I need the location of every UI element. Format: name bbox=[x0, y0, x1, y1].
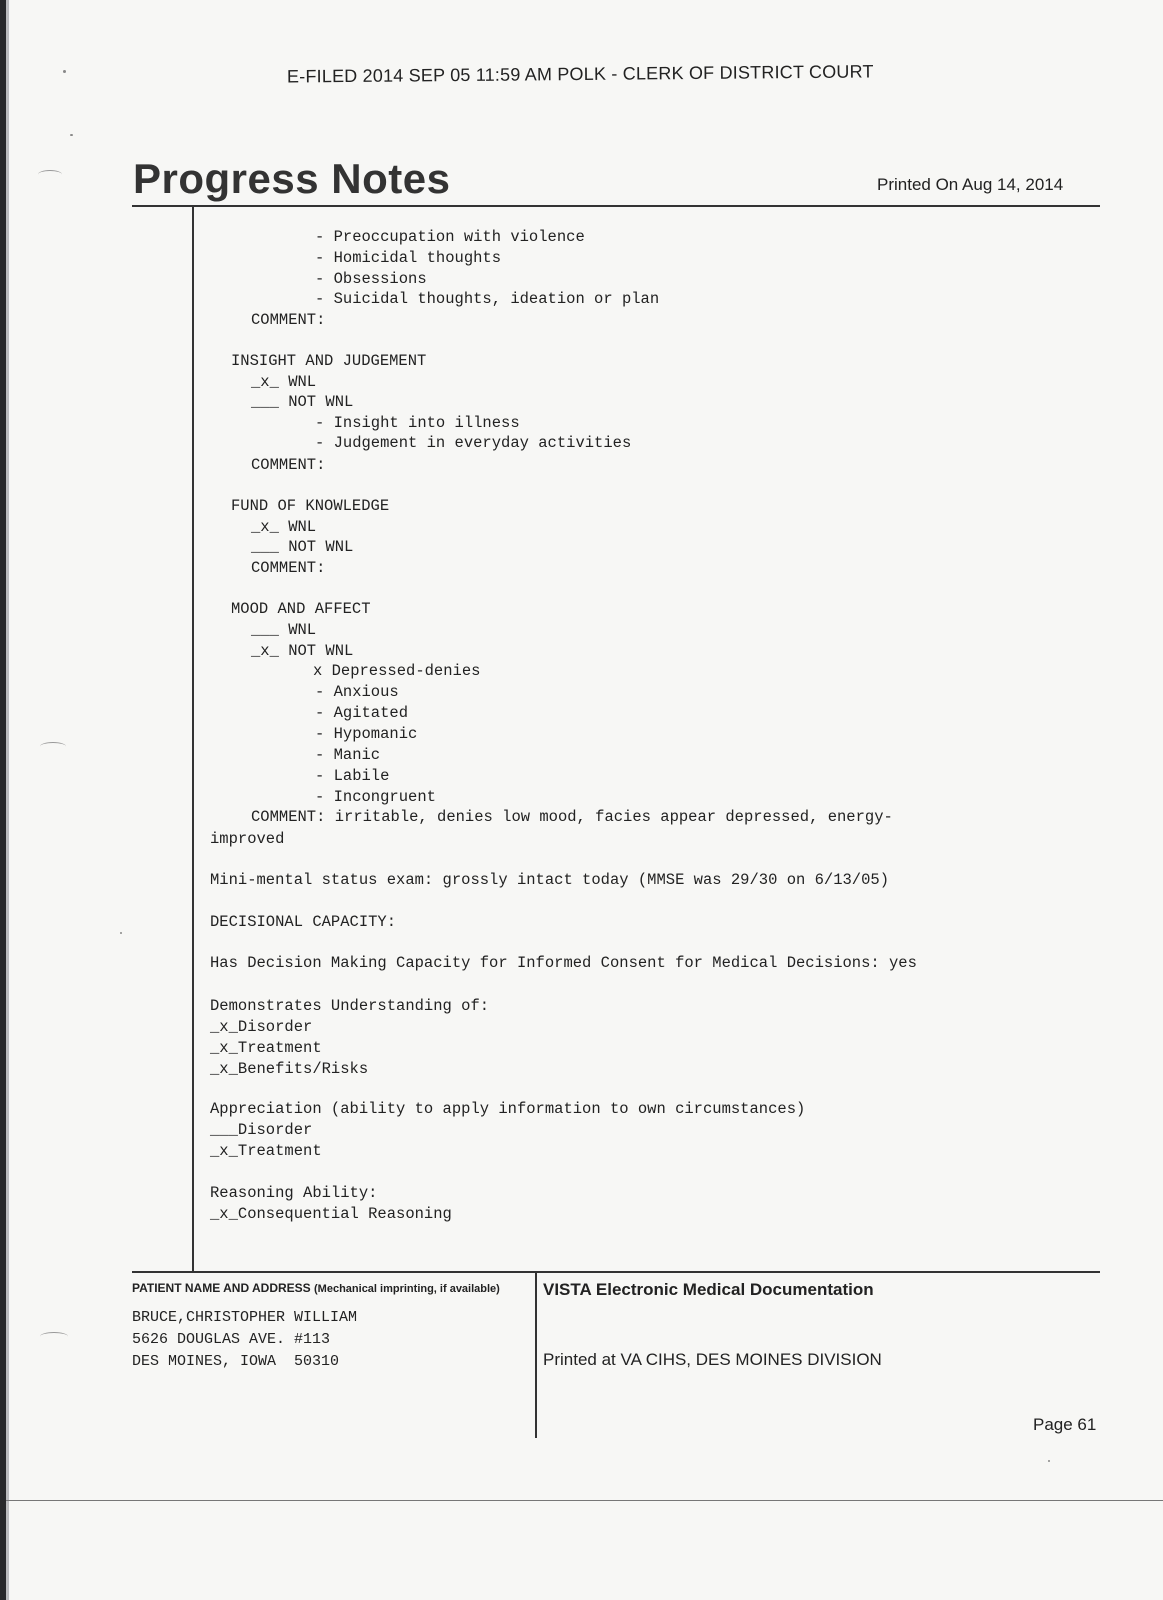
note-line: COMMENT: irritable, denies low mood, facies appear depressed, energy- bbox=[251, 808, 893, 826]
scan-bottom-edge bbox=[6, 1500, 1163, 1501]
note-line: COMMENT: bbox=[251, 456, 326, 474]
punch-hole-mark bbox=[40, 1332, 68, 1341]
patient-street: 5626 DOUGLAS AVE. #113 bbox=[132, 1331, 331, 1348]
note-line: COMMENT: bbox=[251, 559, 326, 577]
printed-on-date: Printed On Aug 14, 2014 bbox=[877, 175, 1064, 194]
note-line: ___Disorder bbox=[210, 1121, 313, 1139]
scan-speck bbox=[63, 70, 66, 73]
note-line: - Homicidal thoughts bbox=[315, 249, 502, 267]
note-line: - Judgement in everyday activities bbox=[315, 434, 632, 452]
patient-label-main: PATIENT NAME AND ADDRESS bbox=[132, 1281, 311, 1295]
scan-speck bbox=[70, 134, 73, 136]
note-line: - Suicidal thoughts, ideation or plan bbox=[315, 290, 660, 308]
note-line: Reasoning Ability: bbox=[210, 1184, 378, 1202]
note-line: improved bbox=[210, 830, 285, 848]
note-line: - Incongruent bbox=[315, 788, 436, 806]
note-line: ___ NOT WNL bbox=[251, 538, 354, 556]
efiled-stamp: E-FILED 2014 SEP 05 11:59 AM POLK - CLERK OF DISTRICT COURT bbox=[286, 61, 874, 87]
note-line: Appreciation (ability to apply information to own circumstances) bbox=[210, 1100, 806, 1118]
note-line: MOOD AND AFFECT bbox=[231, 600, 371, 618]
punch-hole-mark bbox=[40, 742, 66, 751]
vista-title: VISTA Electronic Medical Documentation bbox=[543, 1280, 874, 1299]
printed-at: Printed at VA CIHS, DES MOINES DIVISION bbox=[543, 1350, 882, 1369]
note-line: - Insight into illness bbox=[315, 414, 520, 432]
note-line: _x_Consequential Reasoning bbox=[210, 1205, 452, 1223]
note-line: x Depressed-denies bbox=[313, 662, 481, 680]
note-line: _x_ WNL bbox=[251, 373, 317, 391]
footer-divider bbox=[535, 1273, 537, 1438]
note-line: ___ WNL bbox=[251, 621, 317, 639]
margin-rule bbox=[192, 207, 194, 1272]
note-line: _x_ WNL bbox=[251, 518, 317, 536]
note-line: - Agitated bbox=[315, 704, 409, 722]
note-line: - Hypomanic bbox=[315, 725, 418, 743]
note-line: _x_Treatment bbox=[210, 1039, 322, 1057]
note-line: Demonstrates Understanding of: bbox=[210, 997, 490, 1015]
note-line: _x_Treatment bbox=[210, 1142, 322, 1160]
note-line: FUND OF KNOWLEDGE bbox=[231, 497, 390, 515]
note-line: _x_Disorder bbox=[210, 1018, 313, 1036]
note-line: - Preoccupation with violence bbox=[315, 228, 585, 246]
page-title: Progress Notes bbox=[133, 155, 451, 202]
note-line: COMMENT: bbox=[251, 311, 326, 329]
note-line: INSIGHT AND JUDGEMENT bbox=[231, 352, 427, 370]
scan-speck bbox=[1048, 1460, 1050, 1462]
note-line: - Manic bbox=[315, 746, 381, 764]
patient-name: BRUCE,CHRISTOPHER WILLIAM bbox=[132, 1309, 358, 1326]
punch-hole-mark bbox=[38, 170, 62, 179]
note-line: - Anxious bbox=[315, 683, 399, 701]
note-line: DECISIONAL CAPACITY: bbox=[210, 913, 397, 931]
patient-city: DES MOINES, IOWA 50310 bbox=[132, 1353, 340, 1370]
note-line: _x_ NOT WNL bbox=[251, 642, 354, 660]
note-line: _x_Benefits/Risks bbox=[210, 1060, 369, 1078]
scan-edge-shadow bbox=[6, 0, 9, 1600]
header-rule bbox=[132, 205, 1100, 207]
patient-label bbox=[132, 1281, 500, 1295]
note-line: ___ NOT WNL bbox=[251, 393, 354, 411]
note-line: - Obsessions bbox=[315, 270, 427, 288]
note-line: Mini-mental status exam: grossly intact today (MMSE was 29/30 on 6/13/05) bbox=[210, 871, 890, 889]
note-line: Has Decision Making Capacity for Informed Consent for Medical Decisions: yes bbox=[210, 954, 917, 972]
note-line: - Labile bbox=[315, 767, 390, 785]
scan-speck bbox=[120, 932, 122, 934]
patient-label-sub: (Mechanical imprinting, if available) bbox=[314, 1283, 500, 1295]
page-number: Page 61 bbox=[1033, 1415, 1097, 1434]
footer-rule bbox=[132, 1271, 1100, 1273]
